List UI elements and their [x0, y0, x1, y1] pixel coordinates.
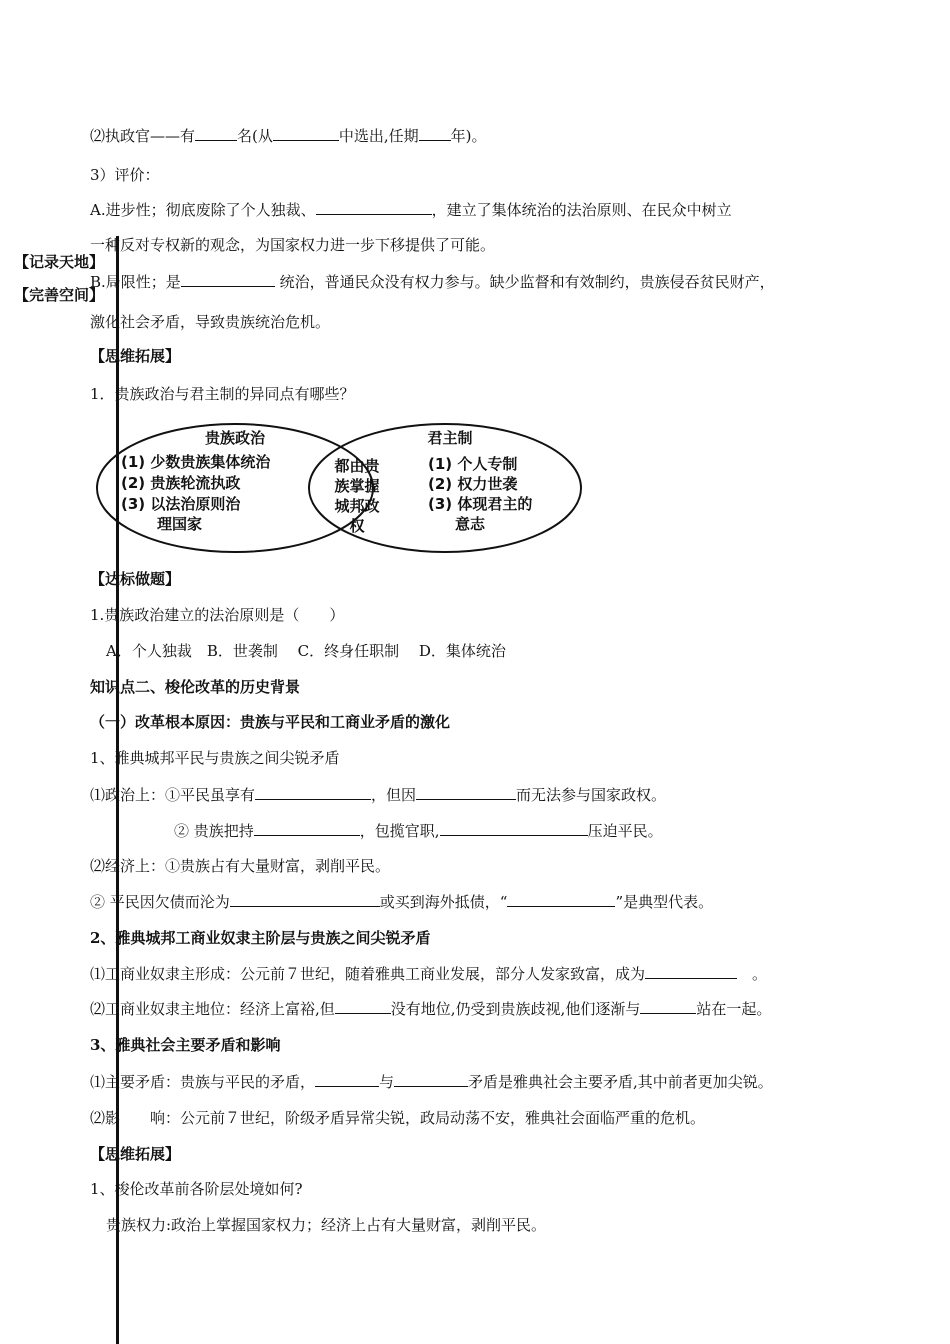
exercise-options: A．个人独裁 B．世袭制 C．终身任职制 D．集体统治	[106, 642, 506, 660]
venn-center-line-3: 城邦政	[334, 497, 380, 515]
venn-right-line-2: (2) 权力世袭	[428, 475, 518, 493]
merchant-status-line: ⑵工商业奴隶主地位：经济上富裕,但 没有地位,仍受到贵族歧视,他们逐渐与 站在一起。	[90, 1000, 772, 1018]
blank-merchant-2[interactable]	[335, 999, 391, 1014]
political-line-1: ⑴政治上：①平民虽享有 ，但因 而无法参与国家政权。	[90, 786, 667, 804]
venn-center-line-1: 都由贵	[334, 457, 380, 475]
conflict-heading-2: 2、雅典城邦工商业奴隶主阶层与贵族之间尖锐矛盾	[90, 929, 431, 947]
venn-center-line-4: 权	[349, 517, 365, 535]
venn-diagram	[95, 420, 585, 555]
answer-aristocracy-power: 贵族权力:政治上掌握国家权力；经济上占有大量财富，剥削平民。	[106, 1216, 547, 1234]
margin-note-record: 【记录天地】	[14, 253, 105, 271]
blank-merchant-1[interactable]	[645, 964, 737, 979]
blank-consul-term[interactable]	[419, 126, 451, 141]
venn-right-line-4: 意志	[455, 515, 486, 533]
consul-line: ⑵执政官——有 名(从 中选出,任期 年)。	[90, 127, 487, 145]
blank-progress[interactable]	[316, 200, 432, 215]
evaluation-heading: 3）评价：	[90, 166, 160, 184]
venn-left-title: 贵族政治	[204, 429, 266, 447]
margin-note-improve: 【完善空间】	[14, 286, 105, 304]
blank-political-4[interactable]	[440, 821, 588, 836]
economic-line-1: ⑵经济上：①贵族占有大量财富，剥削平民。	[90, 857, 391, 875]
impact-line: ⑵影 响：公元前７世纪，阶级矛盾异常尖锐，政局动荡不安，雅典社会面临严重的危机。	[90, 1109, 706, 1127]
blank-consul-source[interactable]	[273, 126, 339, 141]
venn-center-line-2: 族掌握	[334, 477, 380, 495]
section-heading-thinking-2: 【思维拓展】	[90, 1145, 181, 1163]
section-heading-exercise: 【达标做题】	[90, 570, 181, 588]
venn-right-line-3: (3) 体现君主的	[428, 495, 533, 513]
blank-merchant-3[interactable]	[640, 999, 696, 1014]
exercise-question-1: 1.贵族政治建立的法治原则是（ ）	[90, 606, 345, 624]
blank-political-1[interactable]	[255, 785, 371, 800]
venn-left-line-4: 理国家	[157, 515, 203, 533]
main-conflict-line: ⑴主要矛盾：贵族与平民的矛盾， 与 矛盾是雅典社会主要矛盾,其中前者更加尖锐。	[90, 1073, 773, 1091]
venn-left-line-3: (3) 以法治原则治	[121, 495, 241, 513]
progress-line-cont: 一种反对专权新的观念，为国家权力进一步下移提供了可能。	[90, 236, 496, 254]
merchant-formation-line: ⑴工商业奴隶主形成：公元前７世纪，随着雅典工商业发展，部分人发家致富，成为 。	[90, 965, 768, 983]
venn-right-title: 君主制	[427, 429, 473, 447]
conflict-heading-1: 1、雅典城邦平民与贵族之间尖锐矛盾	[90, 749, 340, 767]
economic-line-2: ② 平民因欠债而沦为 或买到海外抵债，“ ”是典型代表。	[90, 893, 714, 911]
blank-limitation[interactable]	[181, 272, 275, 287]
question-aristocracy-vs-monarchy: 1．贵族政治与君主制的异同点有哪些？	[90, 385, 355, 403]
blank-economic-1[interactable]	[230, 892, 380, 907]
limitation-line: B.局限性；是 统治，普通民众没有权力参与。缺少监督和有效制约，贵族侵吞贫民财产，	[90, 273, 775, 291]
conflict-heading-3: 3、雅典社会主要矛盾和影响	[90, 1036, 281, 1054]
question-classes: 1、梭伦改革前各阶层处境如何?	[90, 1180, 303, 1198]
venn-left-line-2: (2) 贵族轮流执政	[121, 474, 241, 492]
blank-conflict-1[interactable]	[315, 1072, 379, 1087]
progress-line: A.进步性；彻底废除了个人独裁、 ，建立了集体统治的法治原则、在民众中树立	[90, 201, 732, 219]
knowledge-point-2-heading: 知识点二、梭伦改革的历史背景	[90, 678, 301, 696]
venn-left-line-1: (1) 少数贵族集体统治	[121, 453, 271, 471]
root-cause-heading: （一）改革根本原因：贵族与平民和工商业矛盾的激化	[90, 713, 451, 731]
limitation-line-cont: 激化社会矛盾，导致贵族统治危机。	[90, 313, 331, 331]
blank-economic-2[interactable]	[507, 892, 615, 907]
blank-consul-count[interactable]	[195, 126, 237, 141]
venn-right-line-1: (1) 个人专制	[428, 455, 518, 473]
blank-political-2[interactable]	[416, 785, 516, 800]
political-line-2: ② 贵族把持 ，包揽官职, 压迫平民。	[174, 822, 663, 840]
blank-political-3[interactable]	[254, 821, 360, 836]
section-heading-thinking-1: 【思维拓展】	[90, 347, 181, 365]
blank-conflict-2[interactable]	[394, 1072, 468, 1087]
